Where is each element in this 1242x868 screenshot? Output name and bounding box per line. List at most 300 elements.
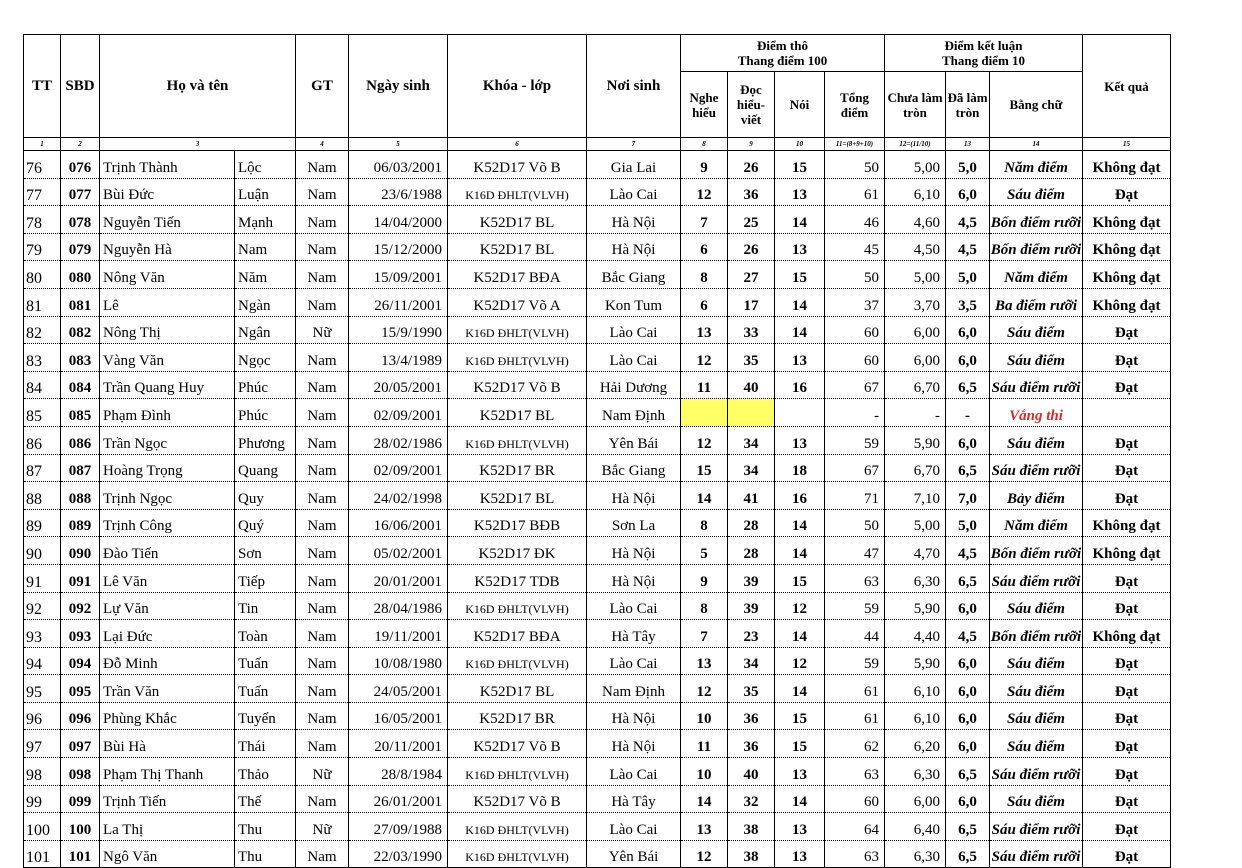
rounded-score: 7,0 — [946, 482, 990, 510]
candidate-number: 099 — [61, 785, 100, 813]
total-score: 61 — [825, 702, 885, 730]
row-number: 86 — [24, 426, 61, 454]
candidate-number: 089 — [61, 509, 100, 537]
result: Đạt — [1083, 564, 1171, 592]
result: Không đạt — [1083, 151, 1171, 179]
total-score: 60 — [825, 344, 885, 372]
gender: Nam — [296, 454, 349, 482]
date-of-birth: 13/4/1989 — [349, 344, 448, 372]
table-row — [24, 454, 1171, 482]
score-in-words: Sáu điểm — [990, 785, 1083, 813]
speaking-score: 12 — [775, 592, 825, 620]
first-name: Lê — [100, 288, 235, 316]
class: K16D ĐHLT(VLVH) — [448, 426, 587, 454]
unrounded-score: 6,30 — [885, 564, 946, 592]
rounded-score: 6,0 — [946, 675, 990, 703]
total-score: 59 — [825, 647, 885, 675]
date-of-birth: 20/01/2001 — [349, 564, 448, 592]
speaking-score: 13 — [775, 233, 825, 261]
total-score: 50 — [825, 261, 885, 289]
row-number: 81 — [24, 288, 61, 316]
rounded-score: 6,0 — [946, 730, 990, 758]
table-row — [24, 482, 1171, 510]
table-row — [24, 399, 1171, 427]
reading-writing-score: 26 — [728, 151, 775, 179]
first-name: Trần Văn — [100, 675, 235, 703]
table-row — [24, 813, 1171, 841]
unrounded-score: 5,00 — [885, 261, 946, 289]
score-in-words: Sáu điểm rưỡi — [990, 758, 1083, 786]
result: Đạt — [1083, 426, 1171, 454]
result: Đạt — [1083, 647, 1171, 675]
rounded-score: 6,0 — [946, 785, 990, 813]
row-number: 82 — [24, 316, 61, 344]
speaking-score: 13 — [775, 840, 825, 868]
reading-writing-score: 28 — [728, 509, 775, 537]
speaking-score: 14 — [775, 316, 825, 344]
rounded-score: 6,0 — [946, 426, 990, 454]
score-in-words: Sáu điểm — [990, 592, 1083, 620]
total-score: 61 — [825, 178, 885, 206]
gender: Nữ — [296, 316, 349, 344]
gender: Nam — [296, 564, 349, 592]
score-in-words: Bảy điểm — [990, 482, 1083, 510]
result: Đạt — [1083, 675, 1171, 703]
listening-score: 10 — [681, 702, 728, 730]
date-of-birth: 20/05/2001 — [349, 371, 448, 399]
listening-score: 8 — [681, 509, 728, 537]
candidate-number: 097 — [61, 730, 100, 758]
reading-writing-score: 27 — [728, 261, 775, 289]
gender: Nữ — [296, 813, 349, 841]
date-of-birth: 16/06/2001 — [349, 509, 448, 537]
place-of-birth: Yên Bái — [587, 840, 681, 868]
reading-writing-score: 38 — [728, 840, 775, 868]
unrounded-score: 5,00 — [885, 509, 946, 537]
listening-score: 8 — [681, 592, 728, 620]
date-of-birth: 15/09/2001 — [349, 261, 448, 289]
table-body — [24, 151, 1171, 868]
speaking-score: 16 — [775, 371, 825, 399]
class: K16D ĐHLT(VLVH) — [448, 813, 587, 841]
place-of-birth: Hà Nội — [587, 730, 681, 758]
gender: Nam — [296, 675, 349, 703]
total-score: 37 — [825, 288, 885, 316]
place-of-birth: Hà Nội — [587, 564, 681, 592]
place-of-birth: Lào Cai — [587, 316, 681, 344]
first-name: Trịnh Ngọc — [100, 482, 235, 510]
unrounded-score: 6,10 — [885, 675, 946, 703]
table-row — [24, 647, 1171, 675]
class: K52D17 BL — [448, 399, 587, 427]
rounded-score: 4,5 — [946, 537, 990, 565]
date-of-birth: 26/01/2001 — [349, 785, 448, 813]
unrounded-score: 5,90 — [885, 647, 946, 675]
total-score: 67 — [825, 454, 885, 482]
table-row — [24, 537, 1171, 565]
reading-writing-score: 40 — [728, 371, 775, 399]
last-name: Thái — [235, 730, 296, 758]
table-row — [24, 620, 1171, 648]
candidate-number: 087 — [61, 454, 100, 482]
speaking-score: 13 — [775, 178, 825, 206]
last-name: Thu — [235, 813, 296, 841]
candidate-number: 092 — [61, 592, 100, 620]
gender: Nam — [296, 261, 349, 289]
total-score: 62 — [825, 730, 885, 758]
candidate-number: 091 — [61, 564, 100, 592]
place-of-birth: Lào Cai — [587, 647, 681, 675]
class: K52D17 BR — [448, 702, 587, 730]
date-of-birth: 26/11/2001 — [349, 288, 448, 316]
listening-score: 12 — [681, 344, 728, 372]
listening-score: 14 — [681, 482, 728, 510]
listening-score: 9 — [681, 151, 728, 179]
result: Không đạt — [1083, 537, 1171, 565]
place-of-birth: Hà Tây — [587, 785, 681, 813]
row-number: 93 — [24, 620, 61, 648]
last-name: Tuấn — [235, 647, 296, 675]
date-of-birth: 20/11/2001 — [349, 730, 448, 758]
result: Đạt — [1083, 482, 1171, 510]
place-of-birth: Bắc Giang — [587, 261, 681, 289]
unrounded-score: - — [885, 399, 946, 427]
score-in-words: Ba điểm rưỡi — [990, 288, 1083, 316]
row-number: 77 — [24, 178, 61, 206]
score-in-words: Sáu điểm — [990, 675, 1083, 703]
rounded-score: 6,5 — [946, 564, 990, 592]
speaking-score: 15 — [775, 261, 825, 289]
result: Không đạt — [1083, 206, 1171, 234]
unrounded-score: 6,20 — [885, 730, 946, 758]
table-row — [24, 288, 1171, 316]
class: K52D17 BL — [448, 482, 587, 510]
place-of-birth: Lào Cai — [587, 758, 681, 786]
rounded-score: 4,5 — [946, 233, 990, 261]
gender: Nam — [296, 509, 349, 537]
last-name: Tuyến — [235, 702, 296, 730]
table-row — [24, 206, 1171, 234]
header-listen: Nghe hiểu — [681, 72, 728, 138]
raw-group-scale: Thang điểm 100 — [737, 53, 828, 68]
unrounded-score: 6,10 — [885, 702, 946, 730]
header-result: Kết quả — [1083, 35, 1171, 138]
rounded-score: 4,5 — [946, 206, 990, 234]
gender: Nam — [296, 620, 349, 648]
listening-score: 14 — [681, 785, 728, 813]
last-name: Ngàn — [235, 288, 296, 316]
row-number: 101 — [24, 840, 61, 868]
gender: Nam — [296, 426, 349, 454]
gender: Nam — [296, 482, 349, 510]
listening-score: 9 — [681, 564, 728, 592]
place-of-birth: Hà Nội — [587, 482, 681, 510]
candidate-number: 081 — [61, 288, 100, 316]
row-number: 90 — [24, 537, 61, 565]
row-number: 94 — [24, 647, 61, 675]
row-number: 79 — [24, 233, 61, 261]
last-name: Lộc — [235, 151, 296, 179]
total-score: 63 — [825, 840, 885, 868]
result: Không đạt — [1083, 509, 1171, 537]
col-number: 6 — [448, 138, 587, 151]
score-in-words: Năm điểm — [990, 151, 1083, 179]
listening-score: 11 — [681, 730, 728, 758]
score-in-words: Vắng thi — [990, 399, 1083, 427]
place-of-birth: Hà Tây — [587, 620, 681, 648]
row-number: 96 — [24, 702, 61, 730]
result: Không đạt — [1083, 233, 1171, 261]
col-number: 13 — [946, 138, 990, 151]
table-row — [24, 233, 1171, 261]
speaking-score: 15 — [775, 151, 825, 179]
result: Đạt — [1083, 785, 1171, 813]
speaking-score: 18 — [775, 454, 825, 482]
rounded-score: 6,0 — [946, 316, 990, 344]
raw-group-title: Điểm thô — [757, 38, 808, 53]
candidate-number: 083 — [61, 344, 100, 372]
total-score: 63 — [825, 564, 885, 592]
gender: Nam — [296, 647, 349, 675]
reading-writing-score: 23 — [728, 620, 775, 648]
header-dob: Ngày sinh — [349, 35, 448, 138]
score-in-words: Sáu điểm rưỡi — [990, 813, 1083, 841]
gender: Nam — [296, 288, 349, 316]
score-in-words: Sáu điểm rưỡi — [990, 564, 1083, 592]
rounded-score: 6,5 — [946, 758, 990, 786]
gender: Nam — [296, 730, 349, 758]
col-number: 5 — [349, 138, 448, 151]
last-name: Tin — [235, 592, 296, 620]
place-of-birth: Nam Định — [587, 675, 681, 703]
reading-writing-score: 35 — [728, 675, 775, 703]
rounded-score: 6,5 — [946, 813, 990, 841]
score-in-words: Sáu điểm — [990, 344, 1083, 372]
result: Đạt — [1083, 840, 1171, 868]
table-row — [24, 178, 1171, 206]
header-pob: Nơi sinh — [587, 35, 681, 138]
class: K52D17 BL — [448, 233, 587, 261]
gender: Nam — [296, 592, 349, 620]
result: Đạt — [1083, 344, 1171, 372]
class: K52D17 BĐB — [448, 509, 587, 537]
total-score: 59 — [825, 592, 885, 620]
candidate-number: 084 — [61, 371, 100, 399]
reading-writing-score: 35 — [728, 344, 775, 372]
score-in-words: Sáu điểm — [990, 647, 1083, 675]
date-of-birth: 02/09/2001 — [349, 454, 448, 482]
total-score: 50 — [825, 151, 885, 179]
speaking-score: 14 — [775, 509, 825, 537]
speaking-score: 15 — [775, 564, 825, 592]
first-name: Nguyễn Hà — [100, 233, 235, 261]
reading-writing-score: 40 — [728, 758, 775, 786]
reading-writing-score: 26 — [728, 233, 775, 261]
last-name: Quý — [235, 509, 296, 537]
speaking-score: 14 — [775, 206, 825, 234]
table-row — [24, 426, 1171, 454]
gender: Nam — [296, 537, 349, 565]
score-in-words: Bốn điểm rưỡi — [990, 537, 1083, 565]
date-of-birth: 28/8/1984 — [349, 758, 448, 786]
listening-score: 6 — [681, 288, 728, 316]
place-of-birth: Sơn La — [587, 509, 681, 537]
final-group-title: Điểm kết luận — [944, 38, 1023, 53]
reading-writing-score — [728, 399, 775, 427]
col-number: 10 — [775, 138, 825, 151]
listening-score: 13 — [681, 813, 728, 841]
last-name: Mạnh — [235, 206, 296, 234]
table-row — [24, 785, 1171, 813]
last-name: Phúc — [235, 371, 296, 399]
rounded-score: 6,5 — [946, 454, 990, 482]
rounded-score: 5,0 — [946, 509, 990, 537]
first-name: Đỗ Minh — [100, 647, 235, 675]
reading-writing-score: 34 — [728, 454, 775, 482]
gender: Nam — [296, 233, 349, 261]
place-of-birth: Lào Cai — [587, 592, 681, 620]
date-of-birth: 02/09/2001 — [349, 399, 448, 427]
class: K52D17 Võ B — [448, 730, 587, 758]
reading-writing-score: 36 — [728, 702, 775, 730]
score-in-words: Sáu điểm rưỡi — [990, 454, 1083, 482]
place-of-birth: Lào Cai — [587, 178, 681, 206]
table-row — [24, 344, 1171, 372]
score-in-words: Sáu điểm — [990, 730, 1083, 758]
results-table — [23, 34, 1171, 868]
gender: Nam — [296, 344, 349, 372]
first-name: Bùi Hà — [100, 730, 235, 758]
reading-writing-score: 41 — [728, 482, 775, 510]
candidate-number: 101 — [61, 840, 100, 868]
listening-score: 11 — [681, 371, 728, 399]
row-number: 98 — [24, 758, 61, 786]
class: K52D17 BL — [448, 675, 587, 703]
place-of-birth: Hà Nội — [587, 537, 681, 565]
first-name: Lự Văn — [100, 592, 235, 620]
class: K52D17 Võ B — [448, 151, 587, 179]
speaking-score — [775, 399, 825, 427]
last-name: Ngân — [235, 316, 296, 344]
table-row — [24, 151, 1171, 179]
first-name: Đào Tiến — [100, 537, 235, 565]
first-name: Nông Thị — [100, 316, 235, 344]
rounded-score: 3,5 — [946, 288, 990, 316]
gender: Nam — [296, 178, 349, 206]
final-group-scale: Thang điểm 10 — [941, 53, 1026, 68]
last-name: Phúc — [235, 399, 296, 427]
header-sbd: SBD — [61, 35, 100, 138]
gender: Nam — [296, 702, 349, 730]
first-name: Phùng Khắc — [100, 702, 235, 730]
total-score: 46 — [825, 206, 885, 234]
total-score: 44 — [825, 620, 885, 648]
unrounded-score: 6,10 — [885, 178, 946, 206]
score-in-words: Sáu điểm — [990, 316, 1083, 344]
col-number: 9 — [728, 138, 775, 151]
class: K52D17 Võ A — [448, 288, 587, 316]
first-name: Trịnh Tiến — [100, 785, 235, 813]
date-of-birth: 28/04/1986 — [349, 592, 448, 620]
gender: Nam — [296, 840, 349, 868]
total-score: 60 — [825, 316, 885, 344]
gender: Nữ — [296, 758, 349, 786]
first-name: Phạm Thị Thanh — [100, 758, 235, 786]
candidate-number: 088 — [61, 482, 100, 510]
first-name: Trần Quang Huy — [100, 371, 235, 399]
row-number: 89 — [24, 509, 61, 537]
speaking-score: 13 — [775, 344, 825, 372]
score-in-words: Sáu điểm — [990, 178, 1083, 206]
candidate-number: 093 — [61, 620, 100, 648]
last-name: Quy — [235, 482, 296, 510]
listening-score: 5 — [681, 537, 728, 565]
col-number: 1 — [24, 138, 61, 151]
reading-writing-score: 17 — [728, 288, 775, 316]
score-in-words: Sáu điểm — [990, 426, 1083, 454]
row-number: 87 — [24, 454, 61, 482]
date-of-birth: 10/08/1980 — [349, 647, 448, 675]
total-score: 59 — [825, 426, 885, 454]
unrounded-score: 5,90 — [885, 592, 946, 620]
reading-writing-score: 39 — [728, 564, 775, 592]
class: K52D17 TDB — [448, 564, 587, 592]
place-of-birth: Gia Lai — [587, 151, 681, 179]
listening-score: 7 — [681, 206, 728, 234]
speaking-score: 15 — [775, 702, 825, 730]
unrounded-score: 4,50 — [885, 233, 946, 261]
date-of-birth: 15/9/1990 — [349, 316, 448, 344]
reading-writing-score: 28 — [728, 537, 775, 565]
unrounded-score: 6,70 — [885, 454, 946, 482]
listening-score: 6 — [681, 233, 728, 261]
date-of-birth: 05/02/2001 — [349, 537, 448, 565]
candidate-number: 079 — [61, 233, 100, 261]
candidate-number: 078 — [61, 206, 100, 234]
candidate-number: 085 — [61, 399, 100, 427]
total-score: 50 — [825, 509, 885, 537]
last-name: Nam — [235, 233, 296, 261]
date-of-birth: 27/09/1988 — [349, 813, 448, 841]
listening-score: 10 — [681, 758, 728, 786]
date-of-birth: 06/03/2001 — [349, 151, 448, 179]
result: Đạt — [1083, 592, 1171, 620]
candidate-number: 082 — [61, 316, 100, 344]
listening-score: 7 — [681, 620, 728, 648]
reading-writing-score: 34 — [728, 647, 775, 675]
rounded-score: 6,0 — [946, 178, 990, 206]
last-name: Thảo — [235, 758, 296, 786]
candidate-number: 095 — [61, 675, 100, 703]
rounded-score: 6,5 — [946, 840, 990, 868]
place-of-birth: Hà Nội — [587, 233, 681, 261]
class: K52D17 BĐA — [448, 620, 587, 648]
table-row — [24, 702, 1171, 730]
class: K16D ĐHLT(VLVH) — [448, 758, 587, 786]
last-name: Quang — [235, 454, 296, 482]
date-of-birth: 24/05/2001 — [349, 675, 448, 703]
date-of-birth: 28/02/1986 — [349, 426, 448, 454]
reading-writing-score: 32 — [728, 785, 775, 813]
header-speak: Nói — [775, 72, 825, 138]
first-name: Ngô Văn — [100, 840, 235, 868]
table-header — [24, 35, 1171, 151]
class: K16D ĐHLT(VLVH) — [448, 592, 587, 620]
unrounded-score: 4,40 — [885, 620, 946, 648]
first-name: Trần Ngọc — [100, 426, 235, 454]
gender: Nam — [296, 371, 349, 399]
header-tt: TT — [24, 35, 61, 138]
